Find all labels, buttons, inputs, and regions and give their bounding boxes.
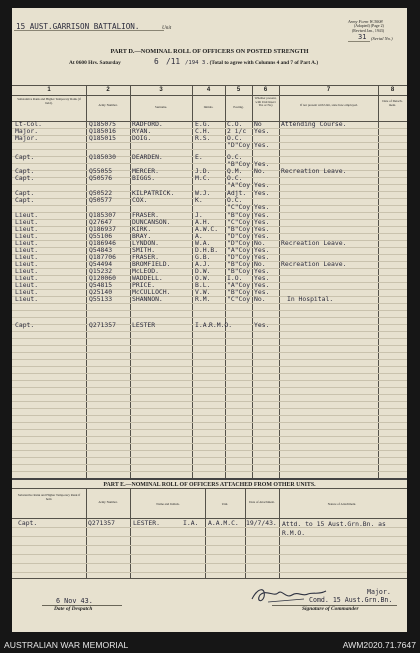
- header-e-army-number: Army Number.: [98, 500, 118, 504]
- part-d-date-year: /194 3: [185, 60, 206, 66]
- cell-present: Yes.: [254, 225, 270, 233]
- caption-institution: AUSTRALIAN WAR MEMORIAL: [4, 640, 129, 650]
- part-d-date-month: /11: [166, 57, 181, 66]
- cell-surname: LESTER: [132, 321, 156, 329]
- commander-label: Signature of Commander: [302, 606, 359, 612]
- cell-posting: "D"Coy: [227, 232, 251, 240]
- table-row: [12, 175, 407, 182]
- cell-surname: WADDELL.: [132, 274, 163, 282]
- cell-initials: I.A.: [195, 321, 211, 329]
- cell-surname: BIGGS.: [132, 174, 156, 182]
- cell-e-date: 19/7/43.: [246, 519, 277, 527]
- commander-rank: Major.: [367, 588, 391, 596]
- cell-initials: A.H.: [195, 218, 211, 226]
- cell-present: Yes.: [254, 232, 270, 240]
- cell-posting: "B"Coy: [227, 260, 251, 268]
- cell-rank: Lieut.: [15, 253, 39, 261]
- col-num-5: 5: [236, 87, 241, 93]
- cell-surname: PRICE.: [132, 281, 156, 289]
- cell-army-number: Q50522: [89, 189, 113, 197]
- cell-present: No.: [254, 260, 266, 268]
- header-posting: Posting.: [233, 105, 244, 109]
- col-num-8: 8: [390, 87, 395, 93]
- cell-present: Yes.: [254, 181, 270, 189]
- cell-posting: C.O.: [227, 120, 243, 128]
- cell-present: Yes.: [254, 321, 270, 329]
- cell-initials: W.J.: [195, 189, 211, 197]
- header-surname: Surname.: [154, 105, 168, 109]
- cell-employment: Attending Course.: [281, 120, 347, 128]
- cell-initials: C.H.: [195, 127, 211, 135]
- cell-surname: RADFORD.: [132, 120, 163, 128]
- cell-employment: Recreation Leave.: [281, 260, 347, 268]
- header-e-unit: Unit.: [221, 502, 229, 506]
- cell-posting: "D"Coy: [227, 141, 251, 149]
- header-e-rank: Substantive Rank and Higher Temporary Rank if held.: [17, 493, 81, 501]
- cell-posting: O.C.: [227, 174, 243, 182]
- cell-present: No: [254, 120, 262, 128]
- cell-surname: BROMFIELD.: [132, 260, 171, 268]
- cell-present: No.: [254, 239, 266, 247]
- form-revised: (Revised Jan., 1943): [352, 29, 384, 33]
- cell-initials: J.: [195, 211, 203, 219]
- cell-surname: McLEOD.: [132, 267, 159, 275]
- document-page: [12, 8, 407, 632]
- header-detachment-date: Date of Detach-ment.: [382, 99, 403, 107]
- cell-posting: "A"Coy: [227, 246, 251, 254]
- col-num-4: 4: [206, 87, 211, 93]
- cell-posting: "C"Coy: [227, 295, 251, 303]
- cell-rank: Lieut.: [15, 260, 39, 268]
- header-army-number: Army Number.: [98, 103, 118, 107]
- cell-initials: D.H.B.: [195, 246, 219, 254]
- cell-rank: Capt.: [15, 174, 35, 182]
- cell-surname: BRAY.: [132, 232, 152, 240]
- cell-present: Yes.: [254, 127, 270, 135]
- cell-initials: R.S.: [195, 134, 211, 142]
- cell-present: No.: [254, 167, 266, 175]
- cell-army-number: Q185016: [89, 127, 116, 135]
- cell-posting: "C"Coy: [227, 203, 251, 211]
- cell-rank: Major.: [15, 127, 39, 135]
- cell-posting: "A"Coy: [227, 281, 251, 289]
- cell-posting: I.O.: [227, 274, 243, 282]
- cell-present: Yes.: [254, 274, 270, 282]
- cell-army-number: Q186946: [89, 239, 116, 247]
- cell-posting: Q.M.: [227, 167, 243, 175]
- cell-army-number: Q185307: [89, 211, 116, 219]
- cell-present: Yes.: [254, 246, 270, 254]
- despatch-label: Date of Despatch: [54, 606, 93, 612]
- cell-present: Yes.: [254, 281, 270, 289]
- cell-surname: DUNCANSON.: [132, 218, 171, 226]
- attached-row: [12, 520, 407, 536]
- part-d-date-day: 6: [154, 57, 159, 66]
- cell-initials: J.D.: [195, 167, 211, 175]
- cell-rank: Capt.: [15, 196, 35, 204]
- cell-present: No.: [254, 295, 266, 303]
- cell-army-number: Q187706: [89, 253, 116, 261]
- cell-rank: Lt-Col.: [15, 120, 42, 128]
- despatch-date: 6 Nov 43.: [56, 597, 93, 605]
- table-row: [12, 142, 407, 149]
- cell-rank: Lieut.: [15, 288, 39, 296]
- cell-army-number: Q185075: [89, 120, 116, 128]
- cell-posting: "B"Coy: [227, 267, 251, 275]
- cell-e-rank: Capt.: [18, 519, 38, 527]
- cell-rank: Lieut.: [15, 267, 39, 275]
- cell-initials: O.W.: [195, 274, 211, 282]
- header-present: Whether present, with Unit Insert Yes or No): [254, 96, 277, 108]
- cell-surname: RYAN.: [132, 127, 152, 135]
- cell-army-number: Q50577: [89, 196, 113, 204]
- header-employment: If not present with Unit, state how employed.: [300, 103, 358, 107]
- header-initials: Initials.: [203, 105, 214, 109]
- unit-name: 15 AUST.GARRISON BATTALION.: [16, 22, 140, 31]
- form-adapted: (Adapted) (Page 2): [354, 24, 384, 28]
- cell-posting: R.M.O.: [209, 321, 233, 329]
- table-row: [12, 322, 407, 329]
- cell-surname: SHANNON.: [132, 295, 163, 303]
- caption-bar: [0, 638, 420, 653]
- cell-initials: A.W.C.: [195, 225, 219, 233]
- cell-surname: FRASER.: [132, 253, 159, 261]
- caption-accession-number: AWM2020.71.7647: [342, 640, 416, 650]
- cell-army-number: Q27647: [89, 218, 113, 226]
- cell-surname: KIRK.: [132, 225, 152, 233]
- part-d-note: . (Total to agree with Columns 4 and 7 of Part A.): [207, 60, 319, 66]
- unit-label: Unit: [162, 25, 172, 31]
- cell-present: Yes.: [254, 189, 270, 197]
- cell-surname: SMITH.: [132, 246, 156, 254]
- serial-number: 31: [358, 33, 367, 41]
- cell-posting: "B"Coy: [227, 211, 251, 219]
- cell-e-name: LESTER.: [133, 519, 160, 527]
- cell-rank: Lieut.: [15, 295, 39, 303]
- cell-initials: V.W.: [195, 288, 211, 296]
- cell-rank: Capt.: [15, 321, 35, 329]
- cell-posting: 2 i/c: [227, 127, 247, 135]
- cell-rank: Capt.: [15, 167, 35, 175]
- cell-posting: "B"Coy: [227, 225, 251, 233]
- header-e-nature: Nature of Attachment.: [327, 502, 357, 506]
- col-num-2: 2: [106, 87, 110, 93]
- cell-e-initials: I.A.: [183, 519, 199, 527]
- header-e-date: Date of Attachment.: [249, 500, 275, 504]
- cell-surname: COX.: [132, 196, 148, 204]
- cell-army-number: Q185015: [89, 134, 116, 142]
- cell-army-number: Q271357: [89, 321, 116, 329]
- cell-present: Yes.: [254, 160, 270, 168]
- cell-rank: Capt.: [15, 153, 35, 161]
- cell-army-number: Q15232: [89, 267, 113, 275]
- cell-employment: Recreation Leave.: [281, 239, 347, 247]
- table-row: [12, 204, 407, 211]
- cell-surname: KILPATRICK.: [132, 189, 175, 197]
- commander-designation: Comd. 15 Aust.Grn.Bn.: [309, 596, 393, 604]
- part-e-title: PART E.—NOMINAL ROLL OF OFFICERS ATTACHED FROM OTHER UNITS.: [103, 482, 316, 488]
- cell-employment: Recreation Leave.: [281, 167, 347, 175]
- cell-army-number: Q186937: [89, 225, 116, 233]
- table-row: [12, 154, 407, 161]
- cell-initials: B.L.: [195, 281, 211, 289]
- cell-surname: LYNDON.: [132, 239, 159, 247]
- table-row: [12, 197, 407, 204]
- col-num-7: 7: [326, 87, 331, 93]
- cell-rank: Lieut.: [15, 211, 39, 219]
- cell-initials: G.B.: [195, 253, 211, 261]
- table-row: [12, 226, 407, 233]
- cell-rank: Lieut.: [15, 239, 39, 247]
- cell-posting: O.C.: [227, 196, 243, 204]
- cell-army-number: Q185030: [89, 153, 116, 161]
- part-d-title: PART D.—NOMINAL ROLL OF OFFICERS ON POSTED STRENGTH: [110, 48, 309, 55]
- cell-e-army-number: Q271357: [88, 519, 115, 527]
- cell-present: Yes.: [254, 211, 270, 219]
- cell-rank: Lieut.: [15, 246, 39, 254]
- cell-initials: K.: [195, 196, 203, 204]
- cell-rank: Capt.: [15, 189, 35, 197]
- table-row: [12, 190, 407, 197]
- cell-posting: "A"Coy: [227, 181, 251, 189]
- cell-army-number: Q54815: [89, 281, 113, 289]
- cell-rank: Major.: [15, 134, 39, 142]
- cell-initials: E.G.: [195, 120, 211, 128]
- cell-posting: "B"Coy: [227, 288, 251, 296]
- col-num-3: 3: [159, 87, 163, 93]
- serial-label: (Serial No.): [371, 36, 393, 41]
- cell-present: Yes.: [254, 141, 270, 149]
- cell-surname: McCULLOCH.: [132, 288, 171, 296]
- cell-rank: Lieut.: [15, 225, 39, 233]
- cell-employment: In Hospital.: [287, 295, 334, 303]
- cell-present: Yes.: [254, 267, 270, 275]
- cell-rank: Lieut.: [15, 274, 39, 282]
- cell-army-number: Q55106: [89, 232, 113, 240]
- col-num-6: 6: [263, 87, 268, 93]
- cell-present: Yes.: [254, 203, 270, 211]
- cell-army-number: Q54494: [89, 260, 113, 268]
- cell-present: Yes.: [254, 288, 270, 296]
- cell-surname: FRASER.: [132, 211, 159, 219]
- cell-e-nature: Attd. to 15 Aust.Grn.Bn. as R.M.O.: [282, 520, 386, 537]
- cell-e-unit: A.A.M.C.: [208, 519, 239, 527]
- cell-posting: Adjt.: [227, 189, 247, 197]
- cell-posting: O.C.: [227, 153, 243, 161]
- cell-initials: W.A.: [195, 239, 211, 247]
- cell-posting: "D"Coy: [227, 239, 251, 247]
- cell-present: Yes.: [254, 218, 270, 226]
- cell-army-number: Q55133: [89, 295, 113, 303]
- cell-army-number: Q55055: [89, 167, 113, 175]
- cell-rank: Lieut.: [15, 281, 39, 289]
- cell-army-number: Q54843: [89, 246, 113, 254]
- cell-army-number: Q25140: [89, 288, 113, 296]
- cell-present: Yes.: [254, 253, 270, 261]
- cell-posting: O.C.: [227, 134, 243, 142]
- header-rank: Substantive Rank and Higher Temporary Rank (if held).: [17, 97, 81, 105]
- cell-army-number: Q50576: [89, 174, 113, 182]
- cell-posting: "C"Coy: [227, 218, 251, 226]
- cell-initials: E.: [195, 153, 203, 161]
- cell-surname: MERCER.: [132, 167, 159, 175]
- cell-initials: D.W.: [195, 267, 211, 275]
- cell-surname: DEARDEN.: [132, 153, 163, 161]
- cell-surname: DOIG.: [132, 134, 152, 142]
- col-num-1: 1: [47, 87, 51, 93]
- table-row: [12, 135, 407, 142]
- table-row: [12, 182, 407, 189]
- table-row: [12, 296, 407, 303]
- cell-army-number: Q120060: [89, 274, 116, 282]
- cell-initials: R.M.: [195, 295, 211, 303]
- cell-rank: Lieut.: [15, 232, 39, 240]
- part-d-at-text: At 0600 Hrs. Saturday: [69, 60, 121, 66]
- cell-rank: Lieut.: [15, 218, 39, 226]
- cell-initials: A.J.: [195, 260, 211, 268]
- cell-initials: M.C.: [195, 174, 211, 182]
- cell-posting: "B"Coy: [227, 160, 251, 168]
- header-e-name: Name and Initials.: [156, 502, 180, 506]
- cell-initials: A.: [195, 232, 203, 240]
- form-number: Army Form W.3008: [348, 19, 383, 24]
- cell-posting: "D"Coy: [227, 253, 251, 261]
